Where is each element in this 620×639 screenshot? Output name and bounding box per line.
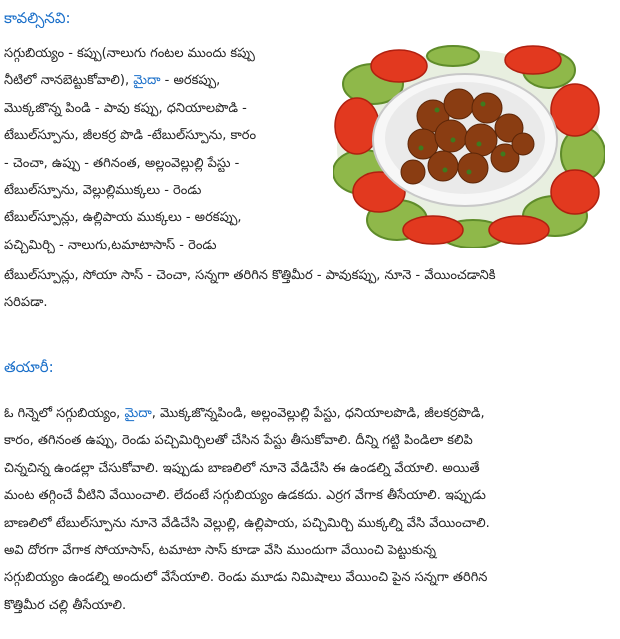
text-segment: మొక్కజొన్న పిండి - పావు కప్పు, ధనియాలపొడి - xyxy=(4,100,247,116)
text-segment: కొత్తిమీర చల్లి తీసేయాలి. xyxy=(4,597,127,613)
text-line xyxy=(4,400,616,427)
keyword-link[interactable]: మైదా xyxy=(124,406,152,421)
text-segment: టేబుల్‌స్పూను, జీలకర్ర పొడి -టేబుల్‌స్పూను, కారం xyxy=(4,128,257,144)
text-segment: - చెంచా, ఉప్పు - తగినంత, అల్లంవెల్లుల్లి పేస్టు - xyxy=(4,155,240,171)
text-segment: పచ్చిమిర్చి - నాలుగు,టమాటాసాస్ - రెండు xyxy=(4,237,217,253)
text-segment: చిన్నచిన్న ఉండల్లా చేసుకోవాలి. ఇప్పుడు బాణలిలో నూనె వేడిచేసి ఈ ఉండల్ని వేయాలి. అయితే xyxy=(4,460,480,476)
text-segment: అవి దోరగా వేగాక సోయాసాస్, టమాటా సాస్ కూడా వేసి ముందుగా వేయించి పెట్టుకున్న xyxy=(4,543,436,559)
text-segment: మంట తగ్గించే వీటిని వేయించాలి. లేదంటే సగ్గుబియ్యం ఉడకదు. ఎర్రగ వేగాక తీసేయాలి. ఇప్పుడు xyxy=(4,488,486,504)
text-line xyxy=(4,177,330,204)
text-segment: సగ్గుబియ్యం ఉండల్ని అందులో వేసేయాలి. రెండు మూడు నిమిషాలు వేయించి పైన సన్నగా తరిగిన xyxy=(4,570,488,586)
text-line xyxy=(4,427,616,454)
text-line xyxy=(4,67,330,94)
text-line xyxy=(4,537,616,564)
text-segment: - అరకప్పు, xyxy=(160,73,221,89)
method-heading: తయారీ: xyxy=(4,358,54,376)
text-line xyxy=(4,482,616,509)
text-line xyxy=(4,289,616,316)
text-line xyxy=(4,122,330,149)
text-segment: , మొక్కజొన్నపిండి, అల్లంవెల్లుల్లి పేస్టు, ధనియాలపొడి, జీలకర్రపొడి, xyxy=(151,406,485,421)
text-segment: ఓ గిన్నెలో సగ్గుబియ్యం, xyxy=(4,406,125,421)
text-line xyxy=(4,455,616,482)
text-segment: కారం, తగినంత ఉప్పు, రెండు పచ్చిమిర్చిలతో చేసిన పేస్టు తీసుకోవాలి. దీన్ని గట్టి పిండిలా కలిపి xyxy=(4,433,473,449)
text-segment: టేబుల్‌స్పూన్లు, ఉల్లిపాయ ముక్కలు - అరకప్పు, xyxy=(4,210,242,226)
text-line xyxy=(4,564,616,591)
keyword-link[interactable]: మైదా xyxy=(133,73,161,89)
text-segment: బాణలిలో టేబుల్‌స్పూను నూనె వేడిచేసి వెల్లుల్లి, ఉల్లిపాయ, పచ్చిమిర్చి ముక్కల్ని వేసి వేయించాలి. xyxy=(4,515,490,531)
text-line xyxy=(4,510,616,537)
text-segment: సగ్గుబియ్యం - కప్పు(నాలుగు గంటల ముందు కప్పు xyxy=(4,46,255,61)
text-line xyxy=(4,95,330,122)
text-line xyxy=(4,150,330,177)
method-text xyxy=(4,400,616,619)
text-line xyxy=(4,592,616,619)
text-line xyxy=(4,232,330,259)
dish-illustration xyxy=(333,44,605,248)
text-line xyxy=(4,40,330,67)
text-segment: నీటిలో నానబెట్టుకోవాలి), xyxy=(4,73,134,89)
text-line xyxy=(4,262,616,289)
ingredients-text xyxy=(4,40,330,259)
ingredients-text-continued xyxy=(4,262,616,317)
dish-photo xyxy=(333,44,605,248)
text-line xyxy=(4,204,330,231)
text-segment: సరిపడా. xyxy=(4,295,48,311)
ingredients-heading: కావల్సినవి: xyxy=(4,9,71,27)
text-segment: టేబుల్‌స్పూన్లు, సోయా సాస్ - చెంచా, సన్నగా తరిగిన కొత్తిమీర - పావుకప్పు, నూనె - వేయించడానికి xyxy=(4,268,496,283)
text-segment: టేబుల్‌స్పూను, వెల్లుల్లిముక్కలు - రెండు xyxy=(4,183,202,199)
